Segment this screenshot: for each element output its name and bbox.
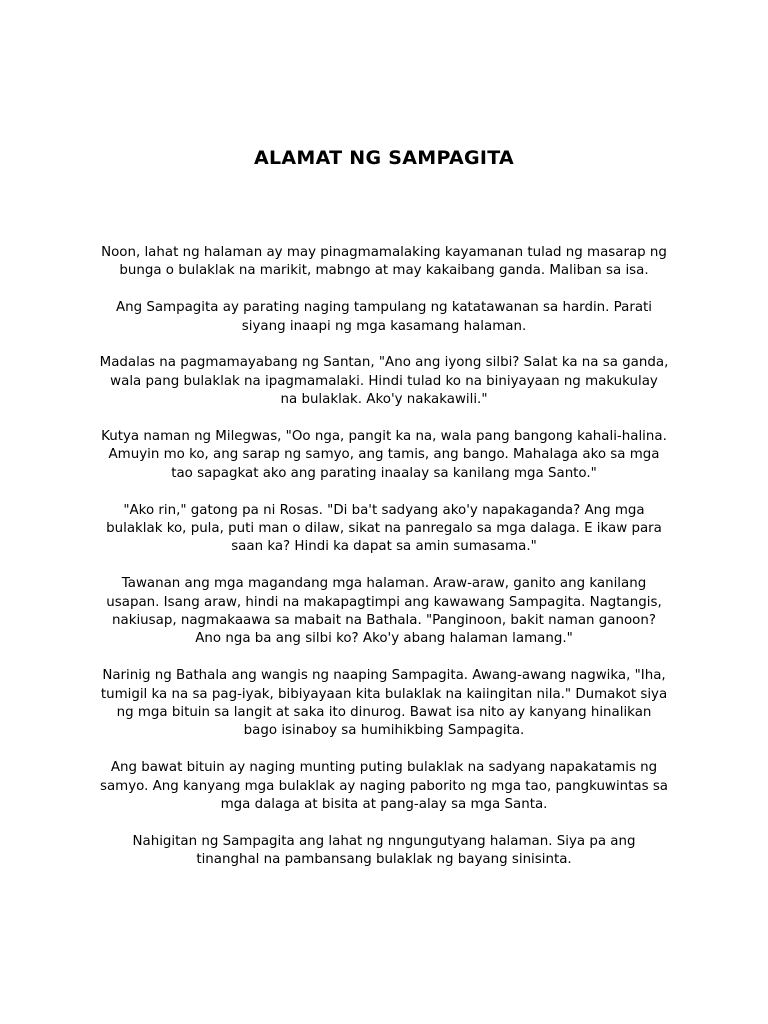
text-line: siyang inaapi ng mga kasamang halaman. <box>241 318 527 334</box>
paragraph-7 <box>60 667 708 741</box>
text-line: tinanghal na pambansang bulaklak ng bayang sinisinta. <box>196 852 572 868</box>
paragraph-6 <box>60 575 708 649</box>
document-body <box>60 244 708 888</box>
paragraph-3 <box>60 354 708 409</box>
paragraph-2 <box>60 299 708 336</box>
text-line: na bulaklak. Ako'y nakakawili." <box>280 392 488 408</box>
text-line: usapan. Isang araw, hindi na makapagtimpi ang kawawang Sampagita. Nagtangis, <box>106 594 662 610</box>
text-line: tumigil ka na sa pag-iyak, bibiyayaan kita bulaklak na kaiingitan nila." Dumakot siya <box>100 686 668 702</box>
text-line: "Ako rin," gatong pa ni Rosas. "Di ba't sadyang ako'y napakaganda? Ang mga <box>123 502 645 518</box>
text-line: bulaklak ko, pula, puti man o dilaw, sikat na panregalo sa mga dalaga. E ikaw para <box>106 521 662 537</box>
text-line: Kutya naman ng Milegwas, "Oo nga, pangit ka na, wala pang bangong kahali-halina. <box>101 429 667 445</box>
text-line: tao sapagkat ako ang parating inaalay sa kanilang mga Santo." <box>171 465 597 481</box>
text-line: Madalas na pagmamayabang ng Santan, "Ano ang iyong silbi? Salat ka na sa ganda, <box>99 355 669 371</box>
text-line: samyo. Ang kanyang mga bulaklak ay naging paborito ng mga tao, pangkuwintas sa <box>99 778 669 794</box>
paragraph-1 <box>60 244 708 281</box>
document-title: ALAMAT NG SAMPAGITA <box>253 147 515 169</box>
paragraph-4 <box>60 428 708 483</box>
text-line: Nahigitan ng Sampagita ang lahat ng nngungutyang halaman. Siya pa ang <box>132 833 636 849</box>
text-line: ng mga bituin sa langit at saka ito dinurog. Bawat isa nito ay kanyang hinalikan <box>116 705 652 721</box>
text-line: bunga o bulaklak na marikit, mabngo at may kakaibang ganda. Maliban sa isa. <box>119 263 649 279</box>
text-line: nakiusap, nagmakaawa sa mabait na Bathala. "Panginoon, bakit naman ganoon? <box>112 613 656 629</box>
text-line: Noon, lahat ng halaman ay may pinagmamalaking kayamanan tulad ng masarap ng <box>101 245 667 260</box>
text-line: Ano nga ba ang silbi ko? Ako'y abang halaman lamang." <box>195 631 573 647</box>
text-line: Ang Sampagita ay parating naging tampulang ng katatawanan sa hardin. Parati <box>115 300 653 316</box>
text-line: wala pang bulaklak na ipagmamalaki. Hindi tulad ko na biniyayaan ng makukulay <box>110 373 658 389</box>
paragraph-9 <box>60 833 708 870</box>
text-line: Narinig ng Bathala ang wangis ng naaping Sampagita. Awang-awang nagwika, "Iha, <box>102 668 666 684</box>
text-line: mga dalaga at bisita at pang-alay sa mga Santa. <box>220 797 548 813</box>
text-line: Amuyin mo ko, ang sarap ng samyo, ang tamis, ang bango. Mahalaga ako sa mga <box>108 447 660 463</box>
text-line: saan ka? Hindi ka dapat sa amin sumasama." <box>231 539 537 555</box>
text-line: bago isinaboy sa humihikbing Sampagita. <box>243 723 525 739</box>
text-line: Tawanan ang mga magandang mga halaman. Araw-araw, ganito ang kanilang <box>121 576 647 592</box>
text-line: Ang bawat bituin ay naging munting puting bulaklak na sadyang napakatamis ng <box>110 760 658 776</box>
paragraph-5 <box>60 502 708 557</box>
paragraph-8 <box>60 759 708 814</box>
